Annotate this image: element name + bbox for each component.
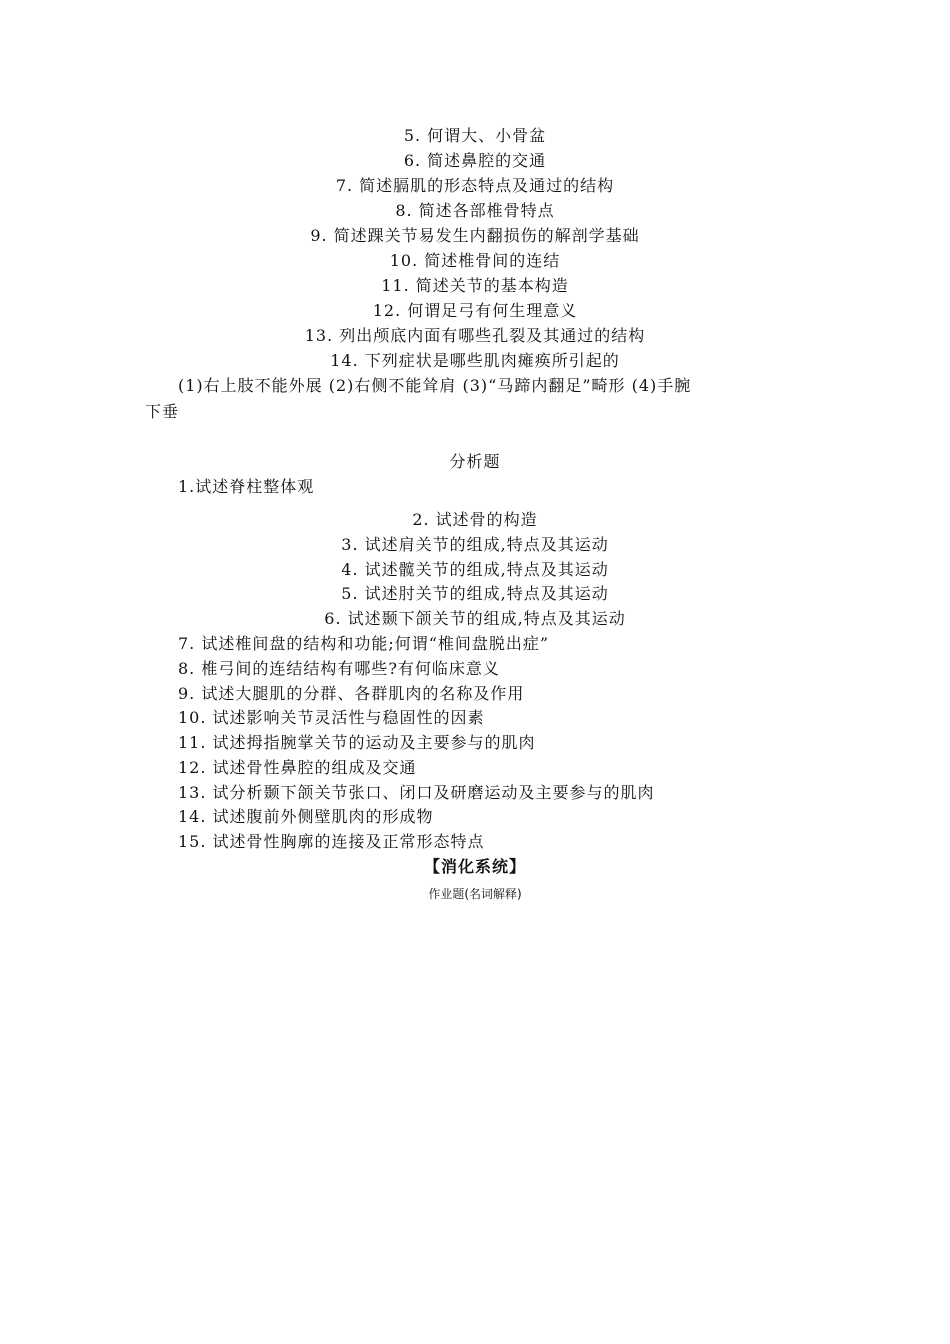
- question-7: 7. 简述膈肌的形态特点及通过的结构: [335, 176, 615, 195]
- analysis-question-1: 1.试述脊柱整体观: [178, 477, 315, 496]
- question-8: 8. 简述各部椎骨特点: [395, 201, 555, 220]
- question-13: 13. 列出颅底内面有哪些孔裂及其通过的结构: [304, 326, 646, 345]
- analysis-question-8: 8. 椎弓间的连结结构有哪些?有何临床意义: [178, 659, 500, 678]
- analysis-question-7: 7. 试述椎间盘的结构和功能;何谓“椎间盘脱出症”: [178, 634, 550, 653]
- question-12: 12. 何谓足弓有何生理意义: [372, 301, 578, 320]
- question-6: 6. 简述鼻腔的交通: [403, 151, 547, 170]
- analysis-question-13: 13. 试分析颞下颌关节张口、闭口及研磨运动及主要参与的肌肉: [178, 783, 655, 802]
- question-5: 5. 何谓大、小骨盆: [403, 126, 547, 145]
- analysis-question-6: 6. 试述颞下颌关节的组成,特点及其运动: [324, 609, 626, 628]
- analysis-question-3: 3. 试述肩关节的组成,特点及其运动: [341, 535, 609, 554]
- analysis-question-11: 11. 试述拇指腕掌关节的运动及主要参与的肌肉: [178, 733, 536, 752]
- question-14-detail: (1)右上肢不能外展 (2)右侧不能耸肩 (3)“马蹄内翻足”畸形 (4)手腕: [178, 376, 692, 395]
- question-14-detail-continued: 下垂: [145, 402, 180, 421]
- analysis-section-title: 分析题: [449, 452, 501, 471]
- question-10: 10. 简述椎骨间的连结: [389, 251, 561, 270]
- digestive-system-heading: 【消化系统】: [423, 857, 526, 876]
- analysis-question-14: 14. 试述腹前外侧壁肌肉的形成物: [178, 807, 434, 826]
- question-14: 14. 下列症状是哪些肌肉瘫痪所引起的: [330, 351, 620, 370]
- analysis-question-5: 5. 试述肘关节的组成,特点及其运动: [341, 584, 609, 603]
- question-9: 9. 简述踝关节易发生内翻损伤的解剖学基础: [310, 226, 640, 245]
- analysis-question-12: 12. 试述骨性鼻腔的组成及交通: [178, 758, 417, 777]
- question-11: 11. 简述关节的基本构造: [381, 276, 569, 295]
- analysis-question-2: 2. 试述骨的构造: [412, 510, 538, 529]
- analysis-question-15: 15. 试述骨性胸廓的连接及正常形态特点: [178, 832, 485, 851]
- analysis-question-4: 4. 试述髋关节的组成,特点及其运动: [341, 560, 609, 579]
- homework-subtitle: 作业题(名词解释): [428, 887, 522, 901]
- analysis-question-10: 10. 试述影响关节灵活性与稳固性的因素: [178, 708, 485, 727]
- analysis-question-9: 9. 试述大腿肌的分群、各群肌肉的名称及作用: [178, 684, 525, 703]
